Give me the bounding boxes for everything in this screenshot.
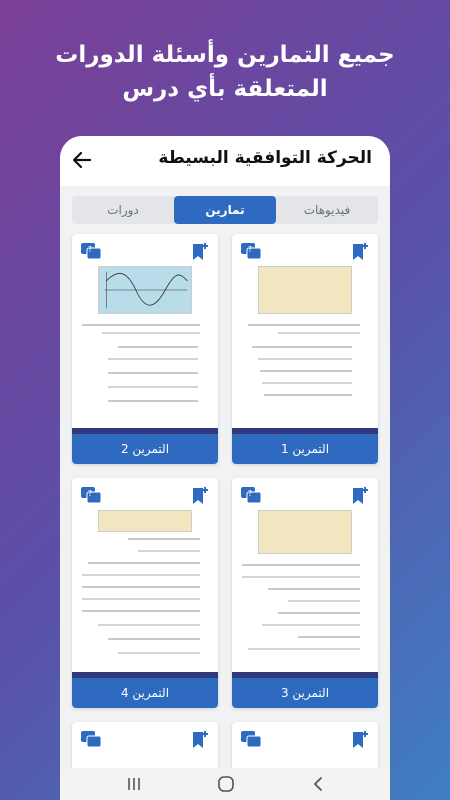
bookmark-add-icon[interactable] [190,730,210,750]
bookmark-add-icon[interactable] [350,242,370,262]
svg-text:?: ? [88,489,93,498]
headline-line-2: المتعلقة بأي درس [122,76,328,102]
tab-videos[interactable]: فيديوهات [303,203,351,217]
question-chat-icon[interactable] [80,242,102,262]
bookmark-add-icon[interactable] [350,486,370,506]
exercise-card[interactable] [232,478,378,708]
svg-text:?: ? [248,489,253,498]
exercise-preview [78,262,212,426]
question-chat-icon[interactable] [240,730,262,750]
promo-headline [0,38,450,106]
exercise-figure [258,510,352,554]
wave-graph-icon [99,267,191,313]
home-icon[interactable] [216,774,236,794]
question-chat-icon[interactable] [240,242,262,262]
system-nav-bar [60,768,390,800]
headline-line-1: جميع التمارين وأسئلة الدورات [55,42,395,68]
exercise-card[interactable] [72,478,218,708]
exercise-label: التمرين 1 [232,434,378,464]
question-chat-icon[interactable] [80,730,102,750]
exercise-figure [98,266,192,314]
exercise-label: التمرين 4 [72,678,218,708]
exercise-label: التمرين 3 [232,678,378,708]
question-chat-icon[interactable] [240,486,262,506]
exercise-label: التمرين 2 [72,434,218,464]
tab-courses[interactable]: دورات [107,203,139,217]
exercise-card[interactable] [232,234,378,464]
bookmark-add-icon[interactable] [190,242,210,262]
app-bar [60,136,390,186]
back-arrow-icon[interactable] [70,148,94,172]
exercise-preview [238,506,372,670]
nav-back-icon[interactable] [308,774,328,794]
exercise-figure [258,266,352,314]
exercise-figure [98,510,192,532]
tab-bar [72,196,378,224]
svg-text:?: ? [88,245,93,254]
tab-exercises[interactable]: تمارين [174,196,276,224]
question-chat-icon[interactable] [80,486,102,506]
recent-apps-icon[interactable] [124,774,144,794]
phone-screen [60,136,390,800]
bookmark-add-icon[interactable] [350,730,370,750]
page-title: الحركة التوافقية البسيطة [158,148,372,168]
svg-text:?: ? [248,245,253,254]
exercise-preview [238,262,372,426]
exercise-preview [78,506,212,670]
bookmark-add-icon[interactable] [190,486,210,506]
exercise-card[interactable] [72,234,218,464]
